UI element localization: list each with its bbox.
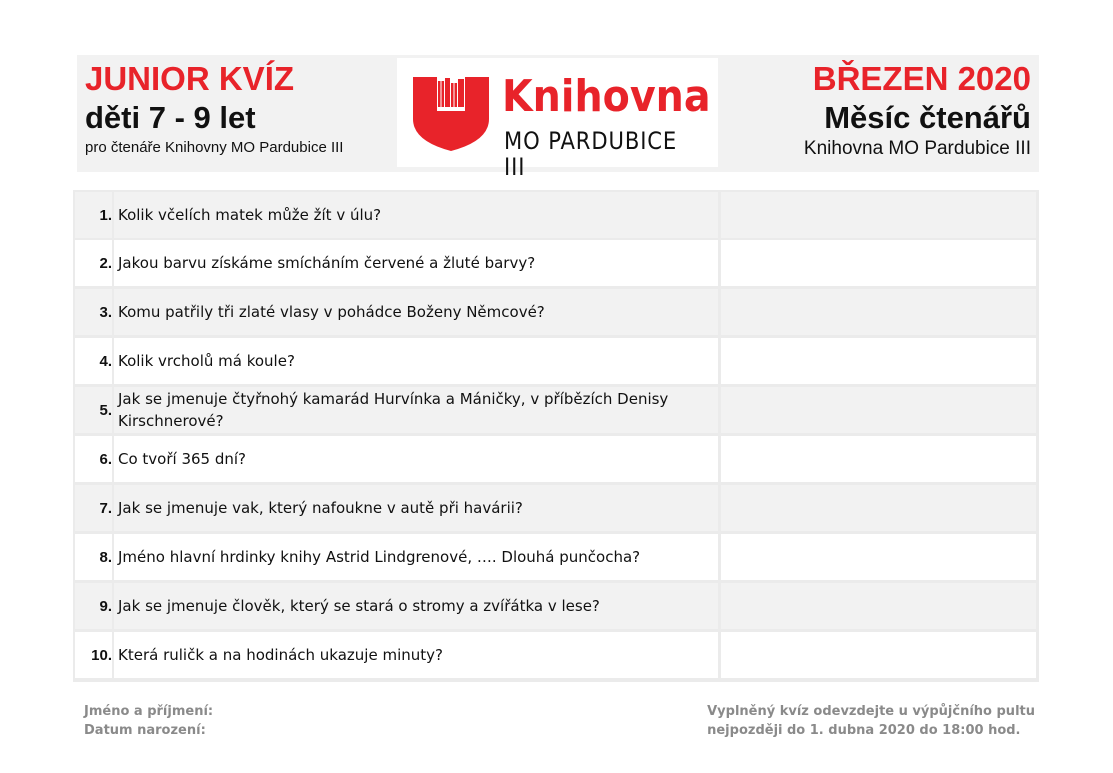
question-number: 2. [75,240,112,286]
header-left [85,61,343,157]
submission-instructions [707,702,1035,740]
book-shield-icon [411,75,491,153]
question-text [114,485,718,531]
table-row [73,385,1039,433]
question-text [114,583,718,629]
question-text [114,240,718,286]
name-label: Jméno a příjmení: [84,704,214,719]
participant-fields [84,702,213,740]
question-number: 9. [75,583,112,629]
quiz-header [77,55,1039,181]
answer-cell[interactable] [721,436,1036,482]
month-title: BŘEZEN 2020 [812,60,1031,97]
question-text [114,436,718,482]
question-label: Kolik vrcholů má koule? [118,352,295,370]
question-label: Jak se jmenuje vak, který nafoukne v autě při havárii? [118,499,523,517]
table-row [73,581,1039,629]
answer-cell[interactable] [721,632,1036,678]
table-row [73,532,1039,580]
question-number: 7. [75,485,112,531]
table-row [73,238,1039,286]
table-row [73,434,1039,482]
table-row [73,190,1039,238]
questions-table [73,190,1039,682]
question-label: Která ruličk a na hodinách ukazuje minuty? [118,646,443,664]
answer-cell[interactable] [721,240,1036,286]
audience-note: pro čtenáře Knihovny MO Pardubice III [85,139,344,156]
birth-date-label: Datum narození: [84,723,206,738]
answer-cell[interactable] [721,485,1036,531]
question-label: Komu patřily tři zlaté vlasy v pohádce Boženy Němcové? [118,303,545,321]
table-row [73,287,1039,335]
answer-cell[interactable] [721,338,1036,384]
instruction-line-2: nejpozději do 1. dubna 2020 do 18:00 hod. [707,723,1021,738]
question-label: Jakou barvu získáme smícháním červené a žluté barvy? [118,254,536,272]
question-number: 3. [75,289,112,335]
question-text [114,534,718,580]
question-number: 4. [75,338,112,384]
header-right [804,61,1031,160]
question-number: 8. [75,534,112,580]
organizer-note: Knihovna MO Pardubice III [803,138,1031,159]
question-text [114,632,718,678]
table-row [73,483,1039,531]
question-number: 6. [75,436,112,482]
instruction-line-1: Vyplněný kvíz odevzdejte u výpůjčního pultu [707,704,1035,719]
question-text [114,338,718,384]
question-label: Co tvoří 365 dní? [118,450,247,468]
question-text [114,387,718,433]
answer-cell[interactable] [721,534,1036,580]
answer-cell[interactable] [721,583,1036,629]
table-row [73,336,1039,384]
question-label: Kolik včelích matek může žít v úlu? [118,206,382,224]
question-text [114,192,718,238]
question-label: Jak se jmenuje člověk, který se stará o stromy a zvířátka v lese? [118,597,600,615]
question-number: 10. [75,632,112,678]
question-label: Jméno hlavní hrdinky knihy Astrid Lindgrenové, …. Dlouhá punčocha? [118,548,641,566]
question-label: Jak se jmenuje čtyřnohý kamarád Hurvínka a Máničky, v příbězích Denisy Kirschnerové? [118,390,669,430]
event-title: Měsíc čtenářů [824,100,1031,135]
logo-subtitle: MO PARDUBICE III [504,127,678,181]
question-number: 5. [75,387,112,433]
answer-cell[interactable] [721,387,1036,433]
table-row [73,630,1039,678]
answer-cell[interactable] [721,289,1036,335]
age-group: děti 7 - 9 let [85,100,256,135]
question-text [114,289,718,335]
logo-name: Knihovna [502,71,711,122]
question-number: 1. [75,192,112,238]
quiz-title: JUNIOR KVÍZ [85,60,295,97]
answer-cell[interactable] [721,192,1036,238]
library-logo [397,58,718,181]
